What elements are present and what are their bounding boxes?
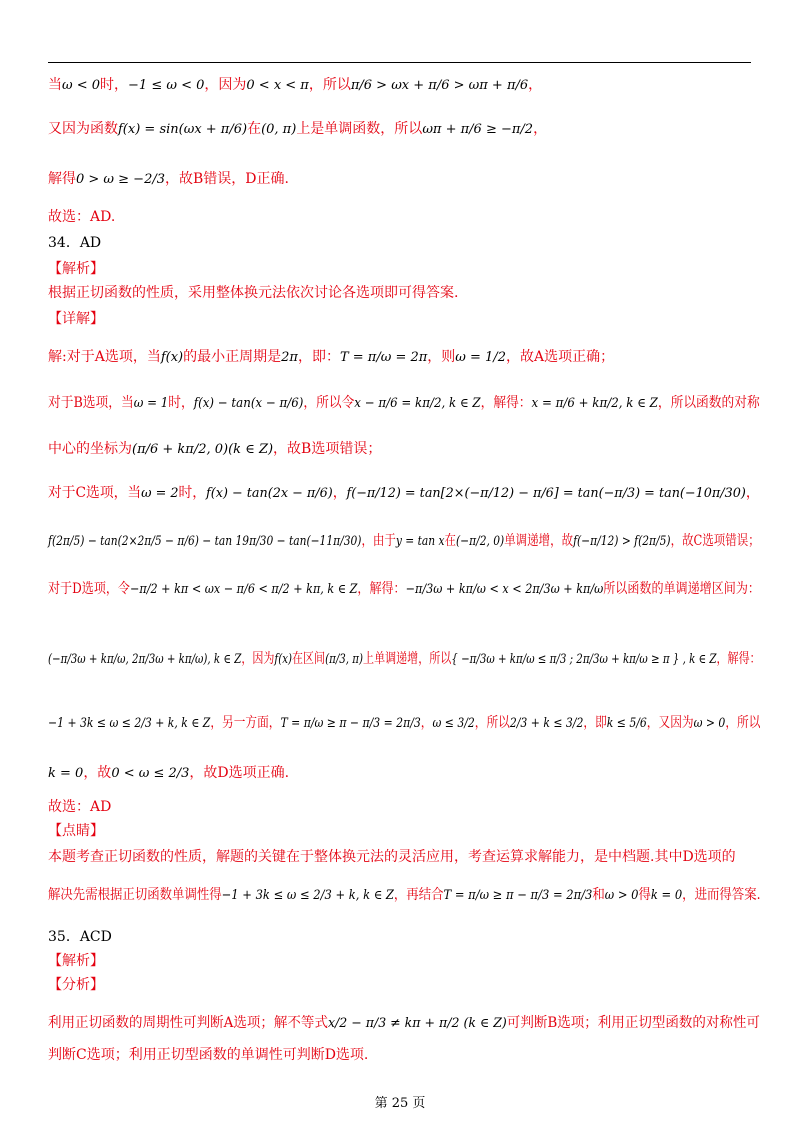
math-expression: ω = 1 (133, 396, 169, 411)
text-segment: ，因为 (204, 77, 247, 93)
text-line (48, 950, 760, 972)
text-line (48, 1044, 760, 1066)
math-expression: f(x) (274, 652, 292, 667)
text-segment: 利用正切函数的周期性可判断A选项；解不等式 (48, 1015, 328, 1031)
math-expression: x/2 − π/3 ≠ kπ + π/2 (k ∈ Z) (327, 1016, 507, 1031)
text-line (48, 232, 760, 254)
text-segment: ，故 (83, 765, 112, 781)
text-segment: 35．ACD (48, 929, 112, 945)
text-segment: ， (745, 485, 760, 501)
text-line (48, 1012, 760, 1035)
text-segment: 【详解】 (48, 311, 104, 327)
text-segment: 的最小正周期是 (183, 349, 282, 365)
text-segment: ，故B错误，D正确. (165, 171, 289, 187)
math-expression: 0 < x < π (246, 78, 309, 93)
text-segment: 对于C选项，当 (48, 485, 142, 501)
text-segment: 34．AD (48, 235, 102, 251)
text-segment: ，另一方面， (210, 715, 281, 731)
text-segment: ，所以 (308, 77, 351, 93)
text-segment: 本题考查正切函数的性质，解题的关键在于整体换元法的灵活应用，考查运算求解能力，是中档题.其中D选项的 (48, 849, 736, 865)
math-expression: −1 + 3k ≤ ω ≤ 2/3 + k, k ∈ Z (48, 716, 211, 731)
math-expression: (π/3, π) (325, 652, 364, 667)
text-line (48, 762, 760, 785)
math-expression: k = 0 (650, 888, 683, 903)
text-segment: ，所以令 (303, 395, 355, 411)
text-segment: 判断C选项；利用正切型函数的单调性可判断D选项. (48, 1047, 369, 1063)
text-line (48, 206, 760, 228)
text-segment: 所以函数的单调递增区间为： (603, 581, 760, 597)
text-line (48, 846, 760, 868)
text-segment: ，故C选项错误； (670, 533, 760, 549)
math-expression: k = 0 (48, 766, 84, 781)
text-line (48, 530, 760, 553)
text-line (48, 168, 760, 191)
text-segment: 【解析】 (48, 261, 104, 277)
text-segment: ， (533, 121, 548, 137)
text-line (48, 712, 761, 735)
math-expression: ω < 0 (62, 78, 101, 93)
text-line (48, 820, 760, 842)
text-segment: 【分析】 (48, 977, 104, 993)
math-expression: −π/3ω + kπ/ω < x < 2π/3ω + kπ/ω (405, 582, 604, 597)
math-expression: 2π (281, 350, 298, 365)
text-line (48, 438, 760, 461)
text-segment: 【点睛】 (48, 823, 104, 839)
text-line (48, 926, 760, 948)
text-segment: ，进而得答案. (682, 887, 761, 903)
text-segment: ，由于 (361, 533, 396, 549)
text-segment: 在区间 (291, 651, 326, 667)
text-line (48, 884, 761, 907)
text-line (48, 118, 760, 141)
math-expression: T = π/ω = 2π (339, 350, 428, 365)
math-expression: f(2π/5) − tan(2×2π/5 − π/6) − tan 19π/30 − tan(−11π/30) (48, 534, 362, 549)
text-line (48, 392, 760, 415)
text-line (48, 282, 760, 304)
math-expression: 0 < ω ≤ 2/3 (111, 766, 190, 781)
text-segment: ，故D选项正确. (189, 765, 290, 781)
text-segment: ，所以 (474, 715, 510, 731)
math-expression: (π/6 + kπ/2, 0)(k ∈ Z) (132, 442, 274, 457)
text-segment: 【解析】 (48, 953, 104, 969)
text-segment: 时， (100, 77, 129, 93)
math-expression: (0, π) (261, 122, 297, 137)
text-segment: ，故B选项错误； (273, 441, 382, 457)
text-segment: 单调递增，故 (504, 533, 574, 549)
math-expression: { −π/3ω + kπ/ω ≤ π/3 ; 2π/3ω + kπ/ω ≥ π } , k ∈ Z (451, 652, 717, 667)
text-line (48, 308, 760, 330)
math-expression: f(x) − tan(x − π/6) (193, 396, 304, 411)
text-segment: 时， (178, 485, 207, 501)
text-line (48, 974, 760, 996)
page-number: 第 25 页 (374, 1096, 426, 1111)
math-expression: 2/3 + k ≤ 3/2 (509, 716, 584, 731)
math-expression: f(x) = sin(ωx + π/6) (118, 122, 248, 137)
math-expression: −π/2 + kπ < ωx − π/6 < π/2 + kπ, k ∈ Z (129, 582, 358, 597)
text-segment: ， (332, 485, 347, 501)
text-segment: 根据正切函数的性质，采用整体换元法依次讨论各选项即可得答案. (48, 285, 459, 301)
math-expression: T = π/ω ≥ π − π/3 = 2π/3 (443, 888, 593, 903)
math-expression: ω = 1/2 (455, 350, 506, 365)
text-segment: 又因为函数 (48, 121, 118, 137)
text-segment: 解:对于A选项，当 (48, 349, 161, 365)
text-segment: ， (420, 715, 433, 731)
math-expression: (−π/3ω + kπ/ω, 2π/3ω + kπ/ω), k ∈ Z (48, 652, 242, 667)
text-line (48, 796, 760, 818)
text-segment: ，解得： (716, 651, 761, 667)
math-expression: −1 + 3k ≤ ω ≤ 2/3 + k, k ∈ Z (221, 888, 394, 903)
text-segment: ，则 (427, 349, 456, 365)
text-segment: ，再结合 (393, 887, 444, 903)
math-expression: f(−π/12) > f(2π/5) (573, 534, 671, 549)
text-line (48, 482, 760, 505)
math-expression: x = π/6 + kπ/2, k ∈ Z (531, 396, 658, 411)
text-segment: 当 (48, 77, 62, 93)
math-expression: ωπ + π/6 ≥ −π/2 (422, 122, 534, 137)
text-segment: ，所以 (725, 715, 761, 731)
text-segment: ，因为 (241, 651, 275, 667)
text-segment: 时， (168, 395, 194, 411)
text-segment: 得 (638, 887, 651, 903)
math-expression: π/6 > ωx + π/6 > ωπ + π/6 (350, 78, 529, 93)
text-segment: 在 (444, 533, 457, 549)
math-expression: 0 > ω ≥ −2/3 (76, 172, 166, 187)
math-expression: ω > 0 (693, 716, 726, 731)
math-expression: ω ≤ 3/2 (432, 716, 475, 731)
text-segment: 对于D选项，令 (48, 581, 130, 597)
text-segment: 上单调递增，所以 (363, 651, 452, 667)
text-segment: 上是单调函数，所以 (296, 121, 423, 137)
math-expression: ω = 2 (141, 486, 179, 501)
text-line (48, 258, 760, 280)
math-expression: f(x) (160, 350, 184, 365)
math-expression: f(−π/12) = tan[2×(−π/12) − π/6] = tan(−π/3) = tan(−10π/30) (346, 486, 746, 501)
text-segment: 对于B选项，当 (48, 395, 134, 411)
text-segment: 中心的坐标为 (48, 441, 132, 457)
text-line (48, 74, 760, 97)
math-expression: −1 ≤ ω < 0 (128, 78, 205, 93)
text-segment: 解决先需根据正切函数单调性得 (48, 887, 222, 903)
text-segment: ，解得： (480, 395, 532, 411)
text-segment: ，解得： (357, 581, 406, 597)
text-segment: ，故A选项正确； (505, 349, 615, 365)
text-segment: ，即 (583, 715, 607, 731)
math-expression: (−π/2, 0) (456, 534, 505, 549)
text-line (48, 346, 760, 369)
header-rule (48, 62, 751, 63)
math-expression: x − π/6 = kπ/2, k ∈ Z (354, 396, 481, 411)
math-expression: ω > 0 (604, 888, 639, 903)
text-segment: ，即： (297, 349, 340, 365)
math-expression: y = tan x (395, 534, 445, 549)
text-segment: 故选：AD (48, 799, 112, 815)
text-line (48, 578, 760, 601)
text-segment: 故选：AD. (48, 209, 116, 225)
text-segment: 和 (592, 887, 605, 903)
text-segment: ，所以函数的对称 (657, 395, 760, 411)
text-segment: ， (528, 77, 543, 93)
math-expression: T = π/ω ≥ π − π/3 = 2π/3 (280, 716, 421, 731)
math-expression: k ≤ 5/6 (606, 716, 647, 731)
text-segment: 解得 (48, 171, 76, 187)
text-line (48, 648, 761, 671)
text-segment: 可判断B选项；利用正切型函数的对称性可 (506, 1015, 760, 1031)
math-expression: f(x) − tan(2x − π/6) (206, 486, 333, 501)
text-segment: ，又因为 (646, 715, 694, 731)
text-segment: 在 (247, 121, 262, 137)
